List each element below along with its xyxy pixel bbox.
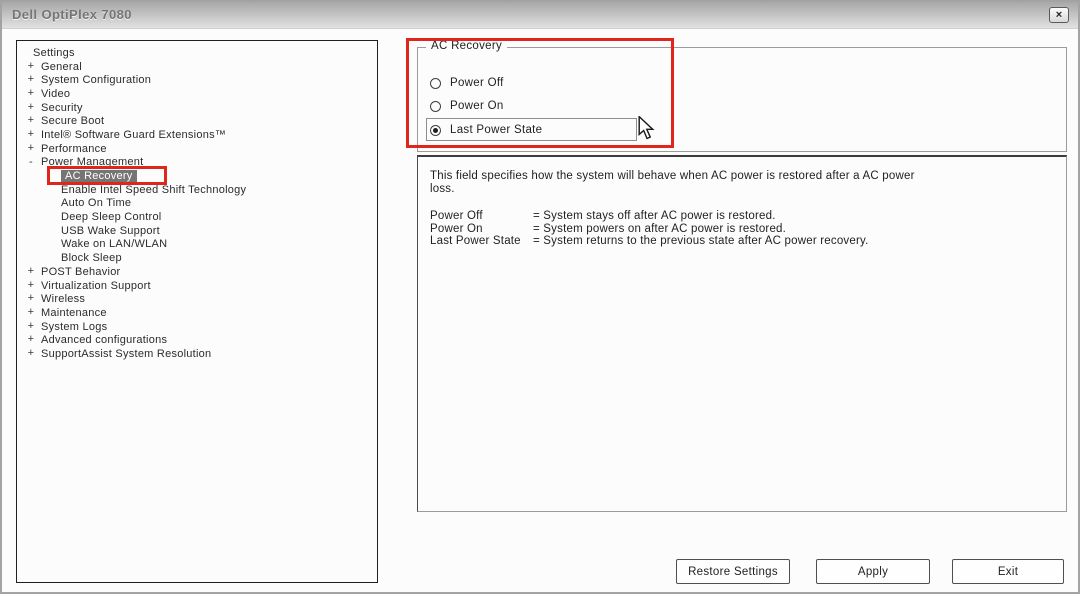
term-label: Power On	[430, 222, 483, 235]
radio-label[interactable]: Power Off	[450, 77, 504, 89]
term-definition: = System returns to the previous state after AC power recovery.	[533, 235, 869, 247]
description-row	[430, 235, 1054, 248]
sidebar-item-deep-sleep-control[interactable]	[17, 210, 377, 224]
radio-option-last-power-state[interactable]	[430, 123, 542, 137]
sidebar-item-label[interactable]: Deep Sleep Control	[61, 211, 162, 224]
description-row	[430, 210, 1054, 223]
sidebar-item-label[interactable]: Security	[41, 101, 83, 114]
term-label: Power Off	[430, 210, 483, 222]
settings-tree	[16, 40, 378, 583]
term-definition: = System stays off after AC power is restored.	[533, 210, 776, 222]
close-icon: ×	[1055, 9, 1063, 21]
sidebar-item-intel-sgx[interactable]	[17, 128, 377, 142]
sidebar-item-system-logs[interactable]	[17, 320, 377, 334]
sidebar-item-label[interactable]: Performance	[41, 142, 107, 155]
sidebar-item-advanced-configurations[interactable]	[17, 333, 377, 347]
radio-label[interactable]: Last Power State	[450, 124, 543, 136]
description-table	[430, 210, 1054, 248]
exit-button[interactable]: Exit	[952, 559, 1064, 584]
sidebar-item-post-behavior[interactable]	[17, 265, 377, 279]
group-title: AC Recovery	[426, 40, 507, 52]
sidebar-item-performance[interactable]	[17, 142, 377, 156]
expand-plus-icon[interactable]: +	[27, 87, 35, 100]
expand-plus-icon[interactable]: +	[27, 265, 35, 277]
sidebar-item-label[interactable]: Secure Boot	[41, 115, 105, 128]
tree-root-settings	[17, 46, 377, 60]
description-intro: This field specifies how the system will behave when AC power is restored after a AC power loss.	[430, 170, 915, 195]
term-label: Last Power State	[430, 235, 521, 247]
sidebar-item-label[interactable]: System Configuration	[41, 74, 152, 87]
sidebar-item-intel-speed-shift[interactable]	[17, 183, 377, 197]
sidebar-item-general[interactable]	[17, 60, 377, 74]
sidebar-item-wireless[interactable]	[17, 292, 377, 306]
sidebar-item-label[interactable]: Advanced configurations	[41, 334, 168, 347]
expand-plus-icon[interactable]: +	[27, 141, 35, 154]
sidebar-item-maintenance[interactable]	[17, 306, 377, 320]
expand-plus-icon[interactable]: +	[27, 114, 35, 127]
sidebar-item-label[interactable]: Intel® Software Guard Extensions™	[41, 128, 227, 141]
sidebar-item-label[interactable]: Wireless	[41, 293, 86, 306]
collapse-minus-icon[interactable]: -	[29, 155, 33, 168]
sidebar-item-virtualization-support[interactable]	[17, 279, 377, 293]
expand-plus-icon[interactable]: +	[27, 128, 35, 141]
expand-plus-icon[interactable]: +	[27, 319, 35, 332]
radio-selected-icon[interactable]	[430, 125, 441, 136]
expand-plus-icon[interactable]: +	[27, 306, 35, 319]
restore-settings-button[interactable]: Restore Settings	[676, 559, 790, 584]
sidebar-item-label[interactable]: SupportAssist System Resolution	[41, 347, 212, 360]
sidebar-item-ac-recovery[interactable]	[17, 169, 377, 183]
sidebar-item-label[interactable]: Power Management	[41, 156, 144, 169]
radio-option-power-on[interactable]	[430, 99, 504, 113]
sidebar-item-security[interactable]	[17, 101, 377, 115]
sidebar-item-label[interactable]: Maintenance	[41, 306, 107, 319]
radio-label[interactable]: Power On	[450, 100, 504, 112]
sidebar-item-label[interactable]: General	[41, 60, 82, 73]
sidebar-item-label[interactable]: Virtualization Support	[41, 279, 151, 292]
ac-recovery-group	[417, 40, 1067, 152]
sidebar-item-label[interactable]: Wake on LAN/WLAN	[61, 238, 168, 251]
sidebar-item-block-sleep[interactable]	[17, 251, 377, 265]
help-description-panel	[417, 155, 1067, 512]
sidebar-item-label[interactable]: USB Wake Support	[61, 224, 160, 237]
radio-option-power-off[interactable]	[430, 76, 504, 90]
radio-unselected-icon[interactable]	[430, 78, 441, 89]
expand-plus-icon[interactable]: +	[27, 59, 35, 72]
description-row	[430, 223, 1054, 236]
close-button[interactable]	[1049, 7, 1069, 23]
expand-plus-icon[interactable]: +	[27, 100, 35, 113]
expand-plus-icon[interactable]: +	[27, 292, 35, 305]
radio-unselected-icon[interactable]	[430, 101, 441, 112]
sidebar-item-label[interactable]: POST Behavior	[41, 265, 121, 278]
sidebar-item-label[interactable]: System Logs	[41, 320, 108, 333]
sidebar-item-supportassist[interactable]	[17, 347, 377, 361]
sidebar-item-secure-boot[interactable]	[17, 114, 377, 128]
title-bar	[2, 2, 1078, 29]
expand-plus-icon[interactable]: +	[27, 347, 35, 360]
sidebar-item-system-configuration[interactable]	[17, 73, 377, 87]
tree-root-label: Settings	[33, 46, 75, 59]
expand-plus-icon[interactable]: +	[27, 333, 35, 346]
sidebar-item-power-management[interactable]	[17, 156, 377, 170]
sidebar-item-wake-on-lan[interactable]	[17, 238, 377, 252]
sidebar-item-label[interactable]: Video	[41, 87, 71, 100]
sidebar-item-usb-wake-support[interactable]	[17, 224, 377, 238]
sidebar-item-video[interactable]	[17, 87, 377, 101]
expand-plus-icon[interactable]: +	[27, 278, 35, 291]
window-title: Dell OptiPlex 7080	[12, 7, 132, 22]
sidebar-item-label[interactable]: Auto On Time	[61, 197, 132, 210]
apply-button[interactable]: Apply	[816, 559, 930, 584]
term-definition: = System powers on after AC power is restored.	[533, 222, 787, 235]
sidebar-item-label[interactable]: Block Sleep	[61, 252, 122, 265]
sidebar-item-auto-on-time[interactable]	[17, 197, 377, 211]
sidebar-item-label[interactable]: Enable Intel Speed Shift Technology	[61, 183, 247, 196]
sidebar-item-label-selected[interactable]: AC Recovery	[61, 170, 137, 182]
expand-plus-icon[interactable]: +	[27, 73, 35, 86]
